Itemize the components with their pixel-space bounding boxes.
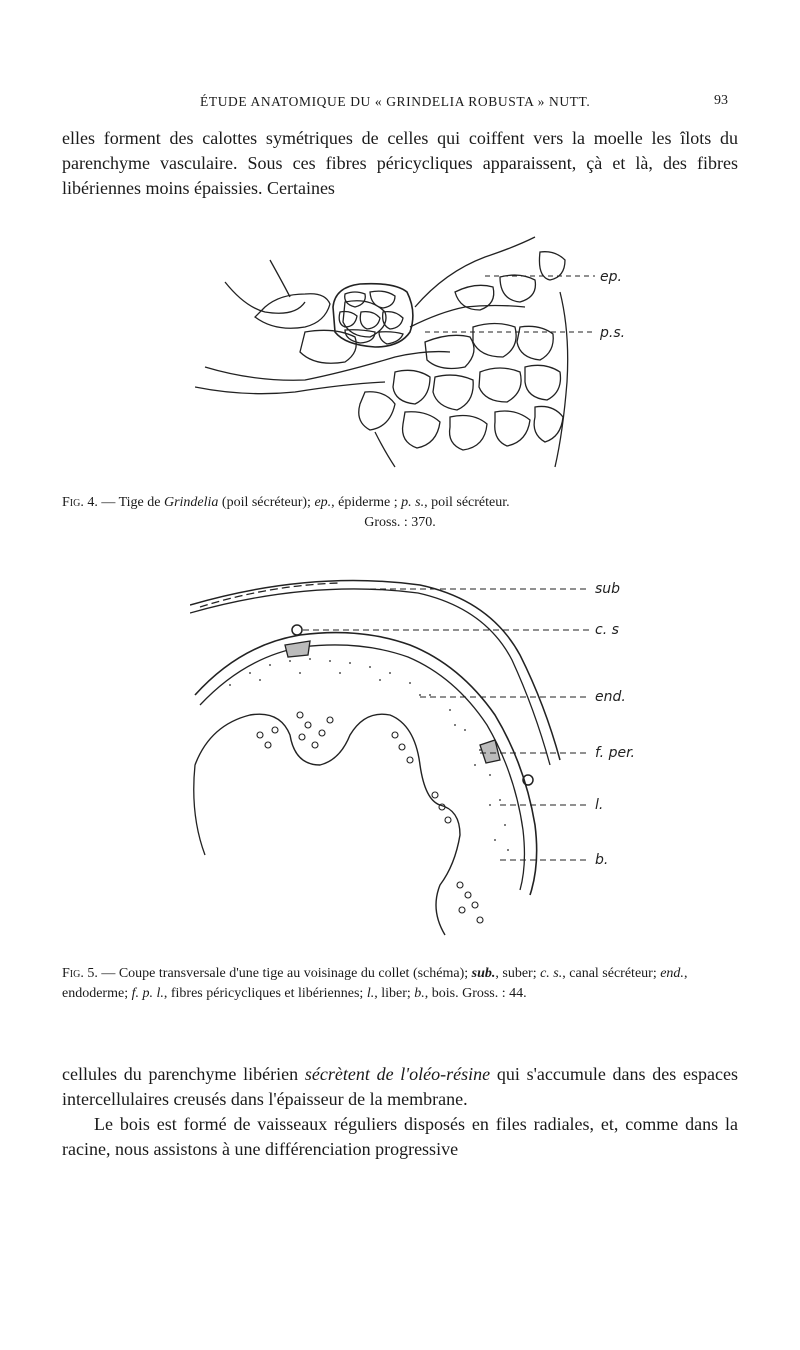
label-l: l. xyxy=(595,797,604,813)
fig4-magnification: Gross. : 370. xyxy=(364,515,436,530)
fig5-number: Fig. 5. xyxy=(62,966,98,981)
figure-4-caption: Fig. 4. — Tige de Grindelia (poil sécréteur); ep., épiderme ; p. s., poil sécréteur. Gross. : 370. xyxy=(62,493,738,533)
paragraph-top: elles forment des calottes symétriques de celles qui coiffent vers la moelle les îlots du parenchyme vasculaire. Sous ces fibres péricycliques apparaissent, çà et là, des fibres libériennes moins épaissies. Certaines xyxy=(62,128,738,198)
figure-5-drawing xyxy=(190,565,670,950)
fig4-number: Fig. 4. xyxy=(62,495,98,510)
running-head: ÉTUDE ANATOMIQUE DU « GRINDELIA ROBUSTA » NUTT. xyxy=(200,94,591,109)
label-ps: p.s. xyxy=(600,325,626,341)
label-sub: sub xyxy=(595,581,621,597)
page-number: 93 xyxy=(714,93,728,108)
label-end: end. xyxy=(595,689,626,705)
label-cs: c. s xyxy=(595,622,619,638)
label-ep: ep. xyxy=(600,269,622,285)
label-fper: f. per. xyxy=(595,745,636,761)
paragraph-wood: Le bois est formé de vaisseaux réguliers disposés en files radiales, et, comme dans la racine, nous assistons à une différenciation progressive xyxy=(62,1114,738,1159)
paragraph-bottom: cellules du parenchyme libérien sécrètent de l'oléo-résine qui s'accumule dans des espaces intercellulaires creusés dans l'épaisseur de la membrane. Le bois est formé de vaisseaux réguliers disposés en files radiales, et, comme dans la racine, nous assistons à une différenciation progressive xyxy=(62,1064,738,1159)
figure-4-drawing xyxy=(195,232,665,472)
label-b: b. xyxy=(595,852,609,868)
figure-5-caption: Fig. 5. — Coupe transversale d'une tige au voisinage du collet (schéma); sub., suber; c. s., canal sécréteur; end., endoderme; f. p. l., fibres péricycliques et libériennes; l., liber; b., bois. Gross. : 44. xyxy=(62,966,688,1001)
